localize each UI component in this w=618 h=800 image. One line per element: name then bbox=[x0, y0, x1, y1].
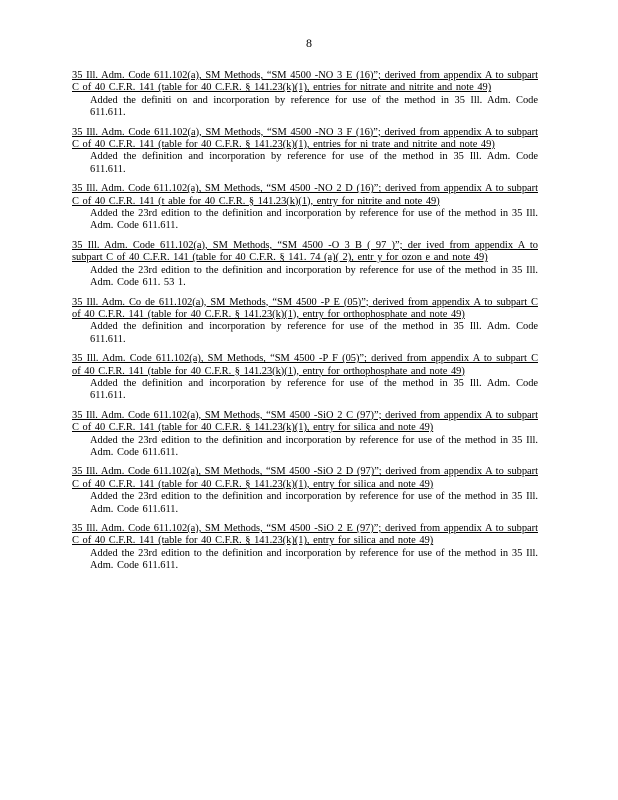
entry-citation: 35 Ill. Adm. Code 611.102(a), SM Methods, “SM 4500 -NO 2 D (16)”; derived from appendix A to subpart C of 40 C.F.R. 141 (t able for 40 C.F.R. § 141.23(k)(1), entry for nitrite and note 49) bbox=[72, 183, 538, 207]
entry-note: Added the definition and incorporation by reference for use of the method in 35 Ill. Adm. Code 611.611. bbox=[90, 321, 538, 345]
entry-citation: 35 Ill. Adm. Code 611.102(a), SM Methods, “SM 4500 -O 3 B ( 97 )”; der ived from appendix A to subpart C of 40 C.F.R. 141 (table for 40 C.F.R. § 141. 74 (a)( 2), entr y for ozon e and note 49) bbox=[72, 239, 538, 264]
amendment-entry bbox=[72, 523, 538, 573]
entry-note: Added the 23rd edition to the definition and incorporation by reference for use of the method in 35 Ill. Adm. Code 611. 53 1. bbox=[90, 264, 538, 289]
entry-note: Added the 23rd edition to the definition and incorporation by reference for use of the method in 35 Ill. Adm. Code 611.611. bbox=[90, 434, 538, 458]
entry-note: Added the definition and incorporation by reference for use of the method in 35 Ill. Adm. Code 611.611. bbox=[90, 377, 538, 402]
amendment-entry bbox=[72, 353, 538, 403]
amendment-list bbox=[72, 70, 538, 580]
entry-note: Added the 23rd edition to the definition and incorporation by reference for use of the method in 35 Ill. Adm. Code 611.611. bbox=[90, 547, 538, 572]
entry-citation: 35 Ill. Adm. Code 611.102(a), SM Methods, “SM 4500 -P F (05)”; derived from appendix A to subpart C of 40 C.F.R. 141 (table for 40 C.F.R. § 141.23(k)(1), entry for orthophosphate and note 49) bbox=[72, 353, 538, 377]
entry-note: Added the 23rd edition to the definition and incorporation by reference for use of the method in 35 Ill. Adm. Code 611.611. bbox=[90, 208, 538, 232]
amendment-entry bbox=[72, 240, 538, 290]
amendment-entry bbox=[72, 297, 538, 347]
entry-citation: 35 Ill. Adm. Code 611.102(a), SM Methods, “SM 4500 -SiO 2 C (97)”; derived from appendix A to subpart C of 40 C.F.R. 141 (table for 40 C.F.R. § 141.23(k)(1), entry for silica and note 49) bbox=[72, 409, 538, 434]
entry-citation: 35 Ill. Adm. Code 611.102(a), SM Methods, “SM 4500 -SiO 2 D (97)”; derived from appendix A to subpart C of 40 C.F.R. 141 (table for 40 C.F.R. § 141.23(k)(1), entry for silica and note 49) bbox=[72, 466, 538, 490]
amendment-entry bbox=[72, 183, 538, 233]
entry-note: Added the definiti on and incorporation by reference for use of the method in 35 Ill. Adm. Code 611.611. bbox=[90, 94, 538, 119]
amendment-entry bbox=[72, 410, 538, 460]
amendment-entry bbox=[72, 70, 538, 120]
entry-note: Added the 23rd edition to the definition and incorporation by reference for use of the method in 35 Ill. Adm. Code 611.611. bbox=[90, 491, 538, 515]
entry-citation: 35 Ill. Adm. Co de 611.102(a), SM Methods, “SM 4500 -P E (05)”; derived from appendix A to subpart C of 40 C.F.R. 141 (table for 40 C.F.R. § 141.23(k)(1), entry for orthophosphate and note 49) bbox=[72, 296, 538, 320]
page-number: 8 bbox=[306, 36, 312, 50]
amendment-entry bbox=[72, 466, 538, 516]
entry-citation: 35 Ill. Adm. Code 611.102(a), SM Methods, “SM 4500 -NO 3 F (16)”; derived from appendix A to subpart C of 40 C.F.R. 141 (table for 40 C.F.R. § 141.23(k)(1), entries for ni trate and nitrite and note 49) bbox=[72, 126, 538, 151]
entry-note: Added the definition and incorporation by reference for use of the method in 35 Ill. Adm. Code 611.611. bbox=[90, 151, 538, 175]
amendment-entry bbox=[72, 127, 538, 177]
entry-citation: 35 Ill. Adm. Code 611.102(a), SM Methods, “SM 4500 -NO 3 E (16)”; derived from appendix A to subpart C of 40 C.F.R. 141 (table for 40 C.F.R. § 141.23(k)(1), entries for nitrate and nitrite and note 49) bbox=[72, 70, 538, 94]
entry-citation: 35 Ill. Adm. Code 611.102(a), SM Methods, “SM 4500 -SiO 2 E (97)”; derived from appendix A to subpart C of 40 C.F.R. 141 (table for 40 C.F.R. § 141.23(k)(1), entry for silica and note 49) bbox=[72, 523, 538, 547]
